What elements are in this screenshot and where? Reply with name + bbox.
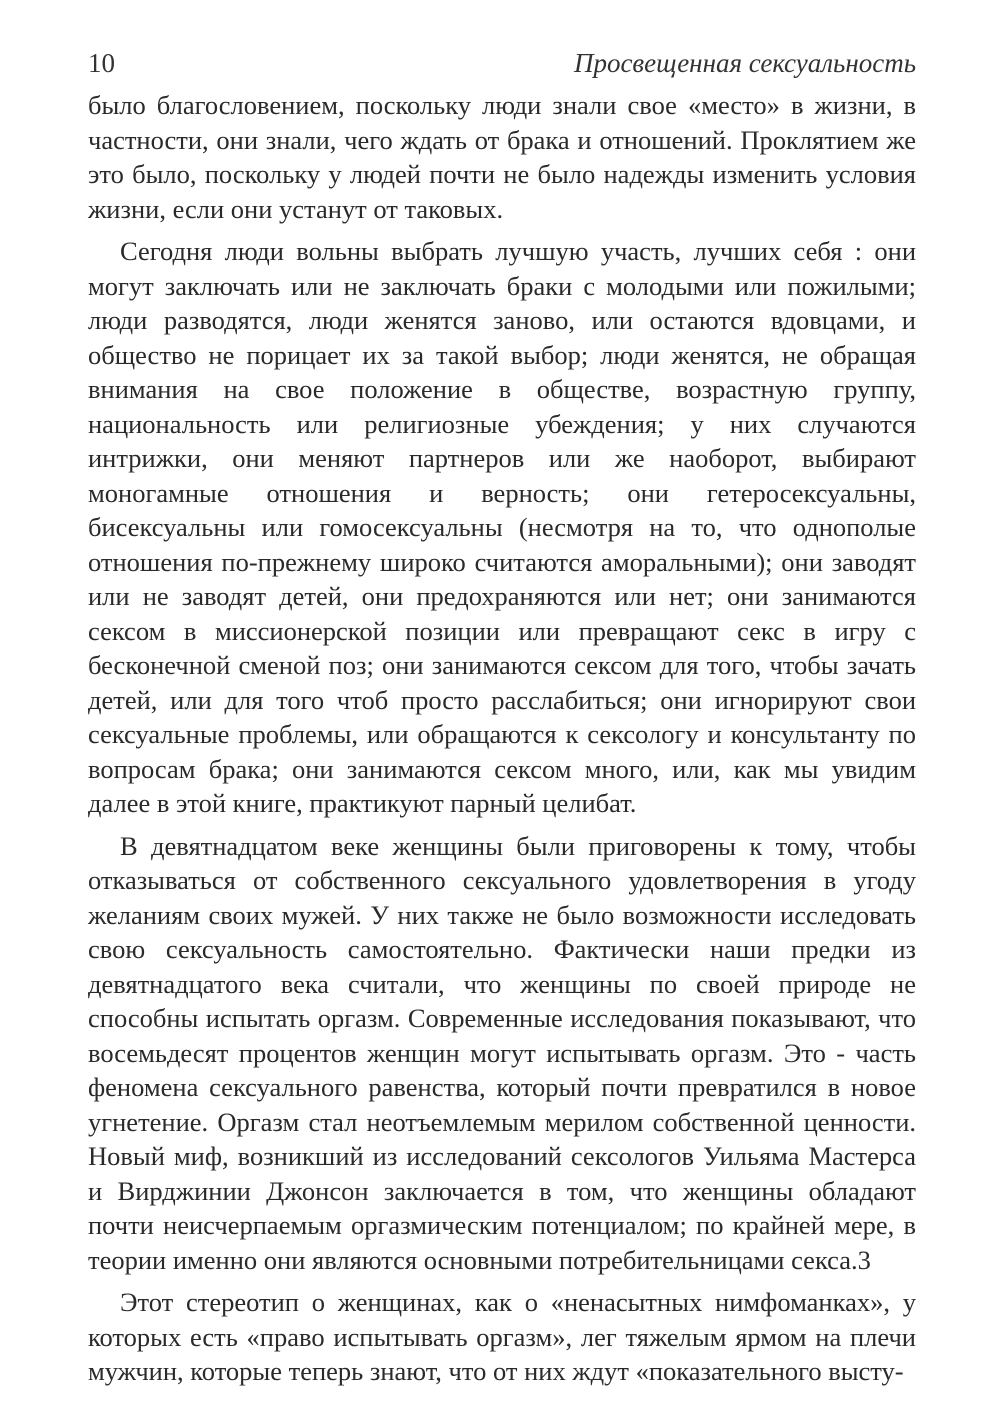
page-header: [88, 48, 916, 88]
paragraph: Этот стереотип о женщинах, как о «ненасытных нимфоманках», у которых есть «право испытывать оргазм», лег тяжелым ярмом на плечи мужчин, которые теперь знают, что от них ждут «показательного высту-: [88, 1287, 916, 1386]
body-text: [88, 88, 916, 1389]
running-title: Просвещенная сексуальность: [573, 48, 916, 78]
paragraph: Сегодня люди вольны выбрать лучшую участь, лучших себя : они могут заключать или не заключать браки с молодыми или пожилыми; люди разводятся, люди женятся заново, или остаются вдовцами, и общество не порицает их за такой выбор; люди женятся, не обращая внимания на свое положение в обществе, возрастную группу, национальность или религиозные убеждения; у них случаются интрижки, они меняют партнеров или же наоборот, выбирают моногамные отношения и верность; они гетеросексуальны, бисексуальны или гомосексуальны (несмотря на то, что однополые отношения по-прежнему широко считаются аморальными); они заводят или не заводят детей, они предохраняются или нет; они занимаются сексом в миссионерской позиции или превращают секс в игру с бесконечной сменой поз; они занимаются сексом для того, чтобы зачать детей, или для того чтоб просто расслабиться; они игнорируют свои сексуальные проблемы, или обращаются к сексологу и консультанту по вопросам брака; они занимаются сексом много, или, как мы увидим далее в этой книге, практикуют парный целибат.: [88, 236, 916, 818]
page-number: 10: [88, 48, 115, 78]
paragraph: было благословением, поскольку люди знали свое «место» в жизни, в частности, они знали, чего ждать от брака и отношений. Проклятием же это было, поскольку у людей почти не было надежды изменить условия жизни, если они устанут от таковых.: [88, 90, 916, 224]
paragraph: В девятнадцатом веке женщины были приговорены к тому, чтобы отказываться от собственного сексуального удовлетворения в угоду желаниям своих мужей. У них также не было возможности исследовать свою сексуальность самостоятельно. Фактически наши предки из девятнадцатого века считали, что женщины по своей природе не способны испытать оргазм. Современные исследования показывают, что восемьдесят процентов женщин могут испытывать оргазм. Это - часть феномена сексуального равенства, который почти превратился в новое угнетение. Оргазм стал неотъемлемым мерилом собственной ценности. Новый миф, возникший из исследований сексологов Уильяма Мастерса и Вирджинии Джонсон заключается в том, что женщины обладают почти неисчерпаемым оргазмическим потенциалом; по крайней мере, в теории именно они являются основными потребительницами секса.3: [88, 830, 916, 1275]
book-page: [88, 48, 916, 1389]
